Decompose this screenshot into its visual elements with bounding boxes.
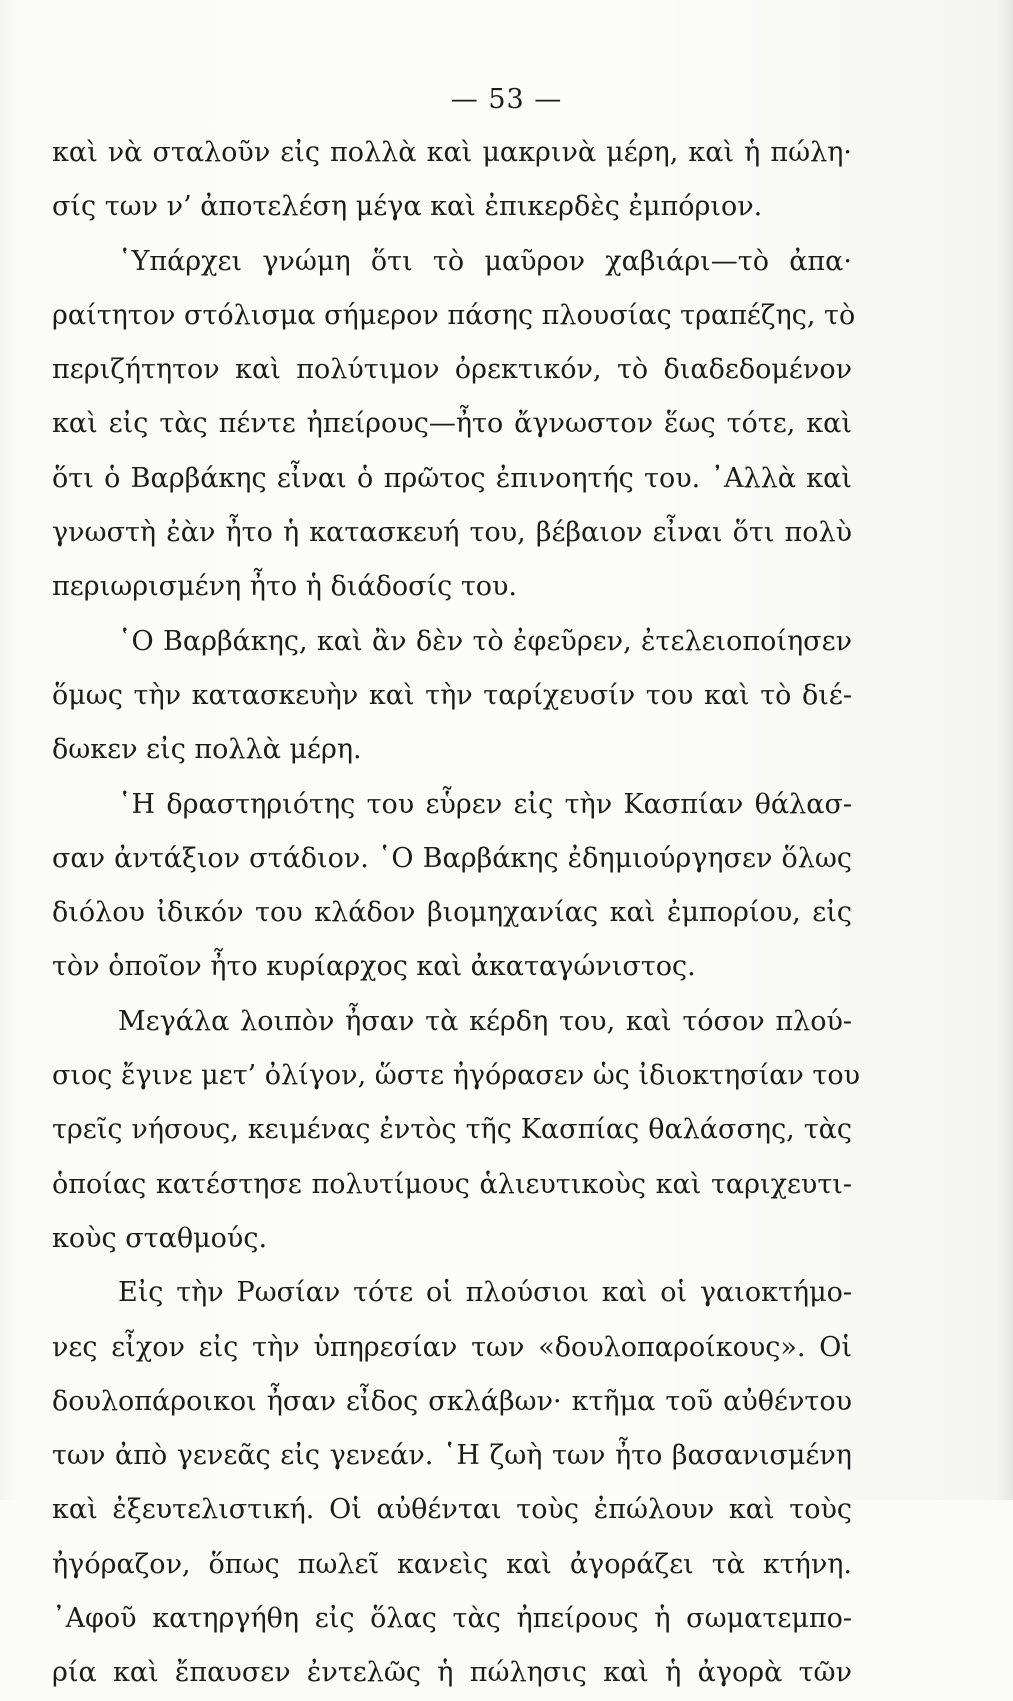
text-line: ῾Η δραστηριότης του εὗρεν εἰς τὴν Κασπίαν θάλασ- [118, 788, 852, 820]
text-line: ὅμως τὴν κατασκευὴν καὶ τὴν ταρίχευσίν του καὶ τὸ διέ- [52, 679, 852, 711]
text-line: δωκεν εἰς πολλὰ μέρη. [52, 734, 362, 766]
text-line: τὸν ὁποῖον ἦτο κυρίαρχος καὶ ἀκαταγώνιστος. [52, 951, 696, 983]
text-line: των ἀπὸ γενεᾶς εἰς γενεάν. ῾Η ζωὴ των ἦτο βασανισμένη [52, 1440, 852, 1472]
text-line: τρεῖς νήσους, κειμένας ἐντὸς τῆς Κασπίας θαλάσσης, τὰς [52, 1114, 852, 1146]
page-number: — 53 — [450, 84, 563, 115]
text-line: ἠγόραζον, ὅπως πωλεῖ κανεὶς καὶ ἀγοράζει τὰ κτήνη. [52, 1548, 852, 1580]
text-line: ραίτητον στόλισμα σήμερον πάσης πλουσίας τραπέζης, τὸ [52, 299, 856, 331]
text-line: διόλου ἰδικόν του κλάδον βιομηχανίας καὶ ἐμπορίου, εἰς [52, 897, 852, 929]
text-line: κοὺς σταθμούς. [52, 1222, 268, 1254]
text-line: ὅτι ὁ Βαρβάκης εἶναι ὁ πρῶτος ἐπινοητής του. ᾿Αλλὰ καὶ [52, 462, 852, 494]
text-line: σίς των ν’ ἀποτελέση μέγα καὶ ἐπικερδὲς ἐμπόριον. [52, 191, 763, 223]
text-line: καὶ ἐξευτελιστική. Οἱ αὐθένται τοὺς ἐπώλουν καὶ τοὺς [52, 1494, 852, 1526]
text-line: Εἰς τὴν Ρωσίαν τότε οἱ πλούσιοι καὶ οἱ γαιοκτήμο- [118, 1277, 852, 1309]
text-line: Μεγάλα λοιπὸν ἦσαν τὰ κέρδη του, καὶ τόσον πλού- [118, 1005, 852, 1037]
text-line: ρία καὶ ἔπαυσεν ἐντελῶς ἡ πώλησις καὶ ἡ ἀγορὰ τῶν [52, 1657, 852, 1689]
text-line: καὶ εἰς τὰς πέντε ἠπείρους—ἦτο ἄγνωστον ἕως τότε, καὶ [52, 408, 852, 440]
text-line: ῾Υπάρχει γνώμη ὅτι τὸ μαῦρον χαβιάρι—τὸ ἀπα· [118, 245, 852, 277]
text-line: καὶ νὰ σταλοῦν εἰς πολλὰ καὶ μακρινὰ μέρη, καὶ ἡ πώλη· [52, 137, 852, 168]
text-line: δουλοπάροικοι ἦσαν εἶδος σκλάβων· κτῆμα τοῦ αὐθέντου [52, 1385, 852, 1417]
page-edge-shadow [997, 0, 1013, 1500]
text-line: σιος ἔγινε μετ’ ὀλίγον, ὥστε ἠγόρασεν ὡς ἰδιοκτησίαν του [52, 1060, 861, 1092]
text-line: ὁποίας κατέστησε πολυτίμους ἁλιευτικοὺς καὶ ταριχευτι- [52, 1168, 852, 1200]
text-line: ῾Ο Βαρβάκης, καὶ ἂν δὲν τὸ ἐφεῦρεν, ἐτελειοποίησεν [118, 625, 852, 657]
text-line: γνωστὴ ἐὰν ἦτο ἡ κατασκευή του, βέβαιον εἶναι ὅτι πολὺ [52, 517, 852, 549]
text-line: σαν ἀντάξιον στάδιον. ῾Ο Βαρβάκης ἐδημιούργησεν ὅλως [52, 842, 852, 874]
body-text [52, 126, 861, 1701]
text-line: νες εἶχον εἰς τὴν ὑπηρεσίαν των «δουλοπαροίκους». Οἱ [52, 1331, 852, 1363]
text-line: περιζήτητον καὶ πολύτιμον ὀρεκτικόν, τὸ διαδεδομένον [52, 354, 852, 386]
text-line: περιωρισμένη ἦτο ἡ διάδοσίς του. [52, 571, 518, 603]
text-line: ᾿Αφοῦ κατηργήθη εἰς ὅλας τὰς ἠπείρους ἡ σωματεμπο- [52, 1603, 852, 1635]
